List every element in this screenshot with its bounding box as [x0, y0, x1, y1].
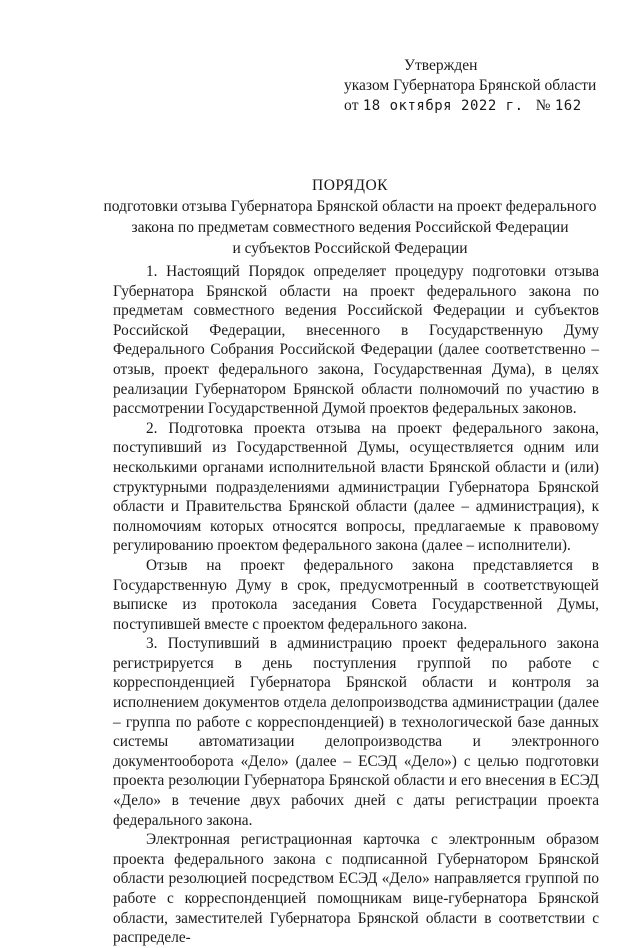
paragraph-3: Отзыв на проект федерального закона представляется в Государственную Думу в срок, предусмотренный в соответствующей выписке из протокола заседания Совета Государственной Думы, поступившей вместе с проектом федерального закона. — [113, 556, 599, 633]
approval-date: 18 октября 2022 г. — [362, 98, 524, 114]
approval-number-prefix: № — [535, 97, 551, 114]
approval-stamp — [344, 56, 596, 116]
approval-line-2: указом Губернатора Брянской области — [344, 77, 597, 94]
paragraph-4: 3. Поступивший в администрацию проект федерального закона регистрируется в день поступления группой по работе с корреспонденцией Губернатора Брянской области и контроля за исполнением документов отдела делопроизводства администрации (далее – группа по работе с корреспонденцией) в технологической базе данных системы автоматизации делопроизводства и электронного документооборота «Дело» (далее – ЕСЭД «Дело») с целью подготовки проекта резолюции Губернатора Брянской области и его внесения в ЕСЭД «Дело» в течение двух рабочих дней с даты регистрации проекта федерального закона. — [113, 635, 599, 829]
title-line-2: закона по предметам совместного ведения Российской Федерации — [131, 219, 569, 236]
title-line-1: подготовки отзыва Губернатора Брянской области на проект федерального — [103, 198, 597, 215]
document-body — [113, 262, 599, 948]
title-heading: ПОРЯДОК — [312, 177, 388, 194]
paragraph-1: 1. Настоящий Порядок определяет процедуру подготовки отзыва Губернатора Брянской области на проект федерального закона по предметам совместного ведения Российской Федерации и субъектов Российской Федерации, внесенного в Государственную Думу Федерального Собрания Российской Федерации (далее соответственно – отзыв, проект федерального закона, Государственная Дума), в целях реализации Губернатором Брянской области полномочий по участию в рассмотрении Государственной Думой проектов федеральных законов. — [113, 263, 599, 418]
paragraph-5: Электронная регистрационная карточка с электронным образом проекта федерального закона с подписанной Губернатором Брянской области резолюцией посредством ЕСЭД «Дело» направляется группой по работе с корреспонденцией помощникам вице-губернатора Брянской области, заместителей Губернатора Брянской области в соответствии с распределе- — [113, 831, 599, 947]
approval-date-prefix: от — [344, 97, 359, 114]
document-title — [100, 175, 600, 259]
title-line-3: и субъектов Российской Федерации — [232, 240, 468, 257]
approval-line-1: Утвержден — [404, 57, 478, 74]
approval-number: 162 — [554, 98, 582, 114]
paragraph-2: 2. Подготовка проекта отзыва на проект федерального закона, поступивший из Государственной Думы, осуществляется одним или несколькими органами исполнительной власти Брянской области и (или) структурными подразделениями администрации Губернатора Брянской области и Правительства Брянской области (далее – администрация), к полномочиям которых относятся вопросы, предлагаемые к правовому регулированию проектом федерального закона (далее – исполнители). — [113, 419, 599, 555]
approval-line-3 — [344, 96, 596, 116]
